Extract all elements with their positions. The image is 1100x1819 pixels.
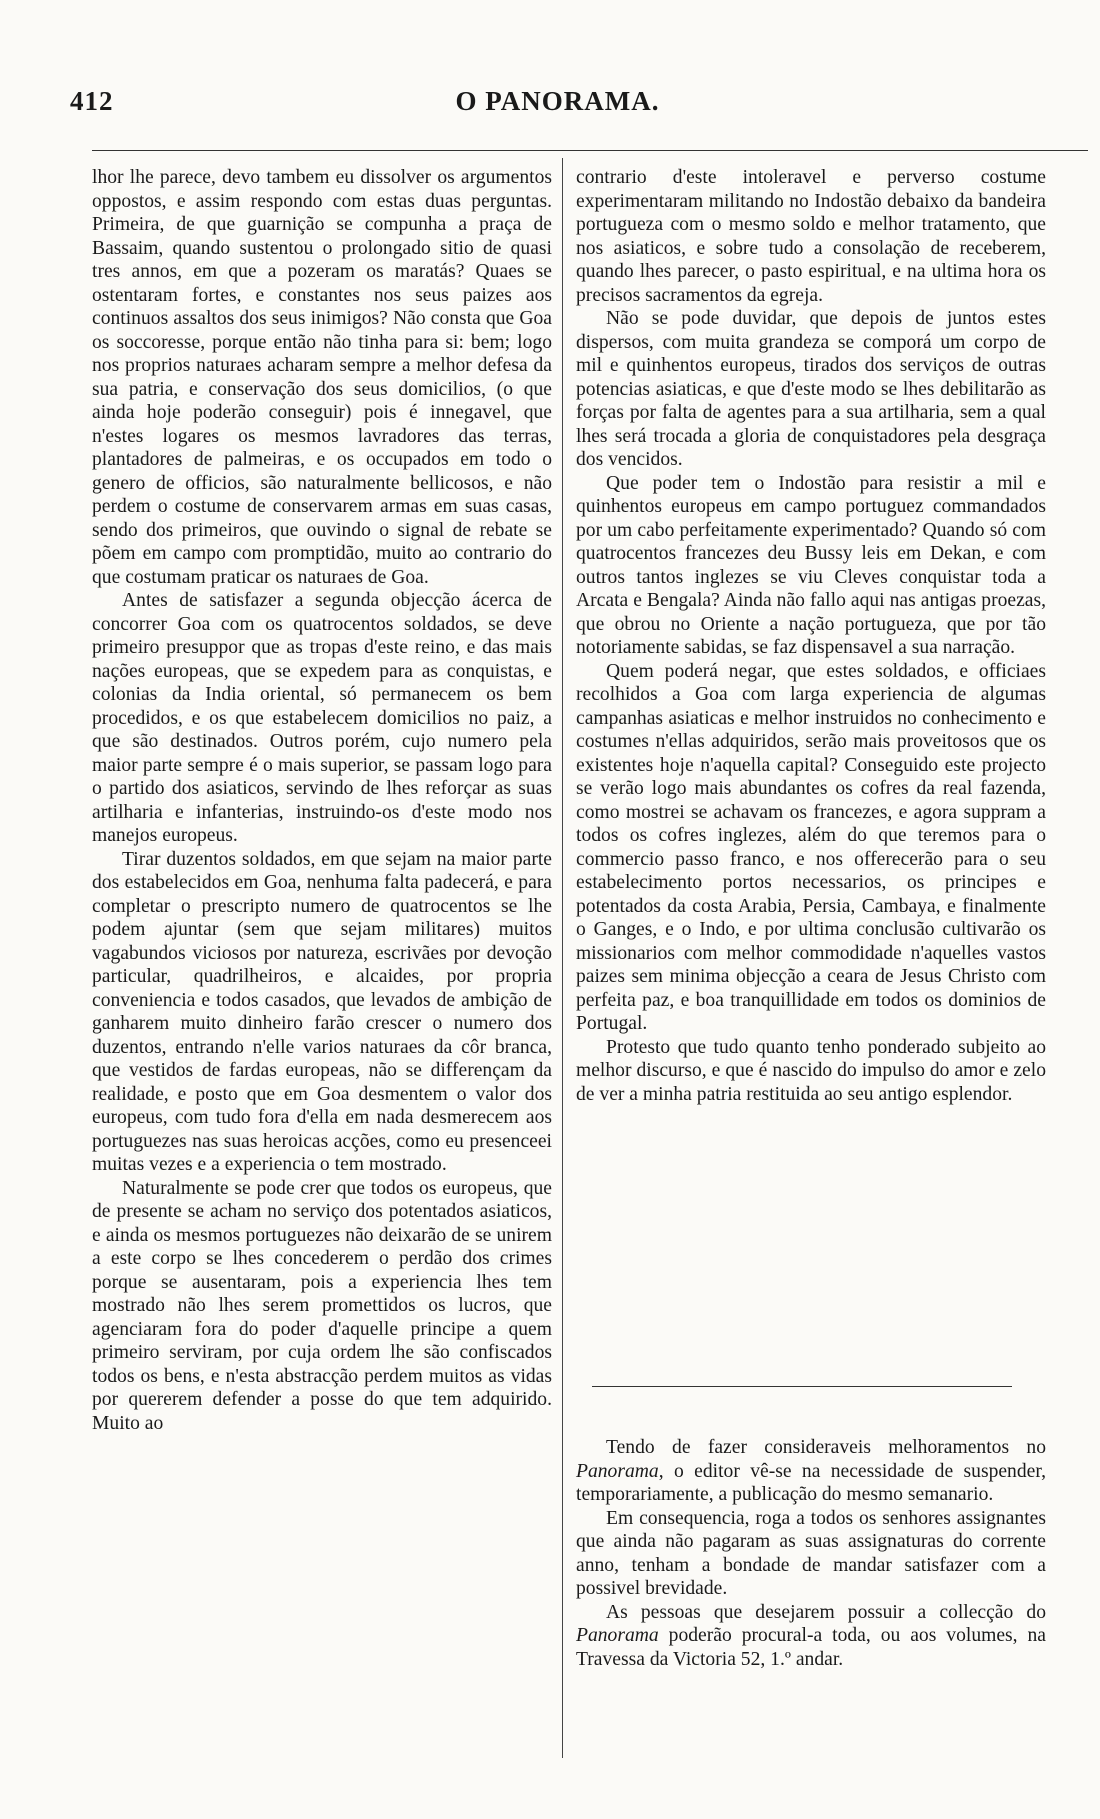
header-rule bbox=[92, 150, 1088, 151]
paragraph: Quem poderá negar, que estes soldados, e officiaes recolhidos a Goa com larga experiencia de algumas campanhas asiaticas e melhor instruidos no conhecimento e costumes n'ellas adquiridos, serão mais proveitosos que os existentes hoje n'aquella capital? Conseguido este projecto se verão logo mais abundantes os cofres da real fazenda, como mostrei se achavam os francezes, e agora suppram a todos os cofres inglezes, além do que teremos para o commercio passo franco, e nos offerecerão para o seu estabelecimento portos necessarios, os principes e potentados da costa Arabia, Persia, Cambaya, e finalmente o Ganges, e o Indo, e por ultima conclusão cultivarão os missionarios com melhor commodidade n'aquelles vastos paizes sem minima objecção a ceara de Jesus Christo com perfeita paz, e boa tranquillidade em todos os dominios de Portugal. bbox=[576, 660, 1046, 1034]
right-column bbox=[576, 166, 1046, 1106]
journal-title: Panorama bbox=[576, 1625, 659, 1646]
paragraph: contrario d'este intoleravel e perverso costume experimentaram militando no Indostão debaixo da bandeira portugueza com o mesmo soldo e melhor tratamento, que nos asiaticos, e sobre tudo a consolação de receberem, quando lhes parecer, o pasto espiritual, e na ultima hora os precisos sacramentos da egreja. bbox=[576, 167, 1046, 306]
paragraph: Naturalmente se pode crer que todos os europeus, que de presente se acham no serviço dos potentados asiaticos, e ainda os mesmos portuguezes não deixarão de se unirem a este corpo se lhes concederem o perdão dos crimes porque se ausentaram, pois a experiencia lhes tem mostrado não lhes serem promettidos os lucros, que agenciaram fora do poder d'aquelle principe a quem primeiro serviram, por cuja ordem lhe são confiscados todos os bens, e n'esta abstracção perdem muitos as vidas por quererem defender a posse do que tem adquirido. Muito ao bbox=[92, 1177, 552, 1434]
masthead-title: O PANORAMA. bbox=[455, 86, 660, 116]
column-divider bbox=[562, 158, 563, 1758]
paragraph: Que poder tem o Indostão para resistir a mil e quinhentos europeus em campo portuguez commandados por um cabo perfeitamente experimentado? Quando só com quatrocentos francezes deu Bussy leis em Dekan, e com outros tantos inglezes se viu Cleves conquistar toda a Arcata e Bengala? Ainda não fallo aqui nas antigas proezas, que obrou no Oriente a nação portugueza, que por tão notoriamente sabidas, se faz dispensavel a sua narração. bbox=[576, 472, 1046, 658]
page-number: 412 bbox=[70, 86, 114, 116]
notice-paragraph: Em consequencia, roga a todos os senhores assignantes que ainda não pagaram as suas assignaturas do corrente anno, tenham a bondade de mandar satisfazer com a possivel brevidade. bbox=[576, 1507, 1046, 1599]
paragraph: Não se pode duvidar, que depois de juntos estes dispersos, com muita grandeza se comporá um corpo de mil e quinhentos europeus, tirados dos serviços de outras potencias asiaticas, e que d'este modo se lhes debilitarão as forças por falta de agentes para a sua artilharia, sem a qual lhes será trocada a gloria de conquistadores pela desgraça dos vencidos. bbox=[576, 308, 1046, 470]
paragraph: lhor lhe parece, devo tambem eu dissolver os argumentos oppostos, e assim respondo com estas duas perguntas. Primeira, de que guarnição se compunha a praça de Bassaim, quando sustentou o prolongado sitio de quasi tres annos, em que a pozeram os maratás? Quaes se ostentaram fortes, e constantes nos seus paizes aos continuos assaltos dos seus inimigos? Não consta que Goa os soccoresse, porque então não tinha para si: bem; logo nos proprios naturaes acharam sempre a melhor defesa da sua patria, e conservação dos seus domicilios, (o que ainda hoje poderão conseguir) pois é innegavel, que n'estes logares os mesmos lavradores das terras, plantadores de palmeiras, e os occupados em todo o genero de officios, são naturalmente bellicosos, e não perdem o costume de conservarem armas em suas casas, sendo dos primeiros, que ouvindo o signal de rebate se põem em campo com promptidão, muito ao contrario do que costumam praticar os naturaes de Goa. bbox=[92, 167, 552, 588]
journal-title: Panorama bbox=[576, 1460, 659, 1482]
paragraph: Tirar duzentos soldados, em que sejam na maior parte dos estabelecidos em Goa, nenhuma falta padecerá, e para completar o prescripto numero de quatrocentos se lhe podem ajuntar (sem que sejam militares) muitos vagabundos viciosos por natureza, escrivães por devoção particular, quadrilheiros, e alcaides, por propria conveniencia e todos casados, que levados de ambição de ganharem muito dinheiro farão crescer o numero dos duzentos, entrando n'elle varios naturaes da côr branca, que vestidos de fardas europeas, não se differençam da realidade, e posto que em Goa desmentem o valor dos europeus, com tudo fora d'ella em nada desmerecem aos portuguezes nas suas heroicas acções, como eu presenceei muitas vezes e a experiencia o tem mostrado. bbox=[92, 848, 552, 1175]
page-header bbox=[70, 86, 1045, 126]
text-run: As pessoas que desejarem possuir a collecção do bbox=[606, 1601, 1046, 1623]
text-run: Tendo de fazer consideraveis melhoramentos no bbox=[606, 1437, 1046, 1458]
text-run: poderão procural-a toda, ou aos volumes, na Travessa da Victoria 52, 1.º andar. bbox=[576, 1625, 1046, 1670]
editor-notice bbox=[576, 1436, 1046, 1671]
paragraph: Protesto que tudo quanto tenho ponderado subjeito ao melhor discurso, e que é nascido do impulso do amor e zelo de ver a minha patria restituida ao seu antigo esplendor. bbox=[576, 1036, 1046, 1105]
notice-paragraph bbox=[576, 1436, 1046, 1507]
text-run: , o editor vê-se na necessidade de suspender, temporariamente, a publicação do mesmo semanario. bbox=[576, 1460, 1046, 1505]
notice-paragraph bbox=[576, 1601, 1046, 1672]
left-column bbox=[92, 166, 552, 1435]
section-rule bbox=[592, 1386, 1012, 1387]
paragraph: Antes de satisfazer a segunda objecção ácerca de concorrer Goa com os quatrocentos soldados, se deve primeiro presuppor que as tropas d'este reino, e das mais nações europeas, que se expedem para as conquistas, e colonias da India oriental, só permanecem os bem procedidos, e os que estabelecem domicilios no paiz, a que são destinados. Outros porém, cujo numero pela maior parte sempre é o mais superior, se passam logo para o partido dos asiaticos, servindo de lhes reforçar as suas artilharia e infanterias, instruindo-os d'este modo nos manejos europeus. bbox=[92, 590, 552, 846]
